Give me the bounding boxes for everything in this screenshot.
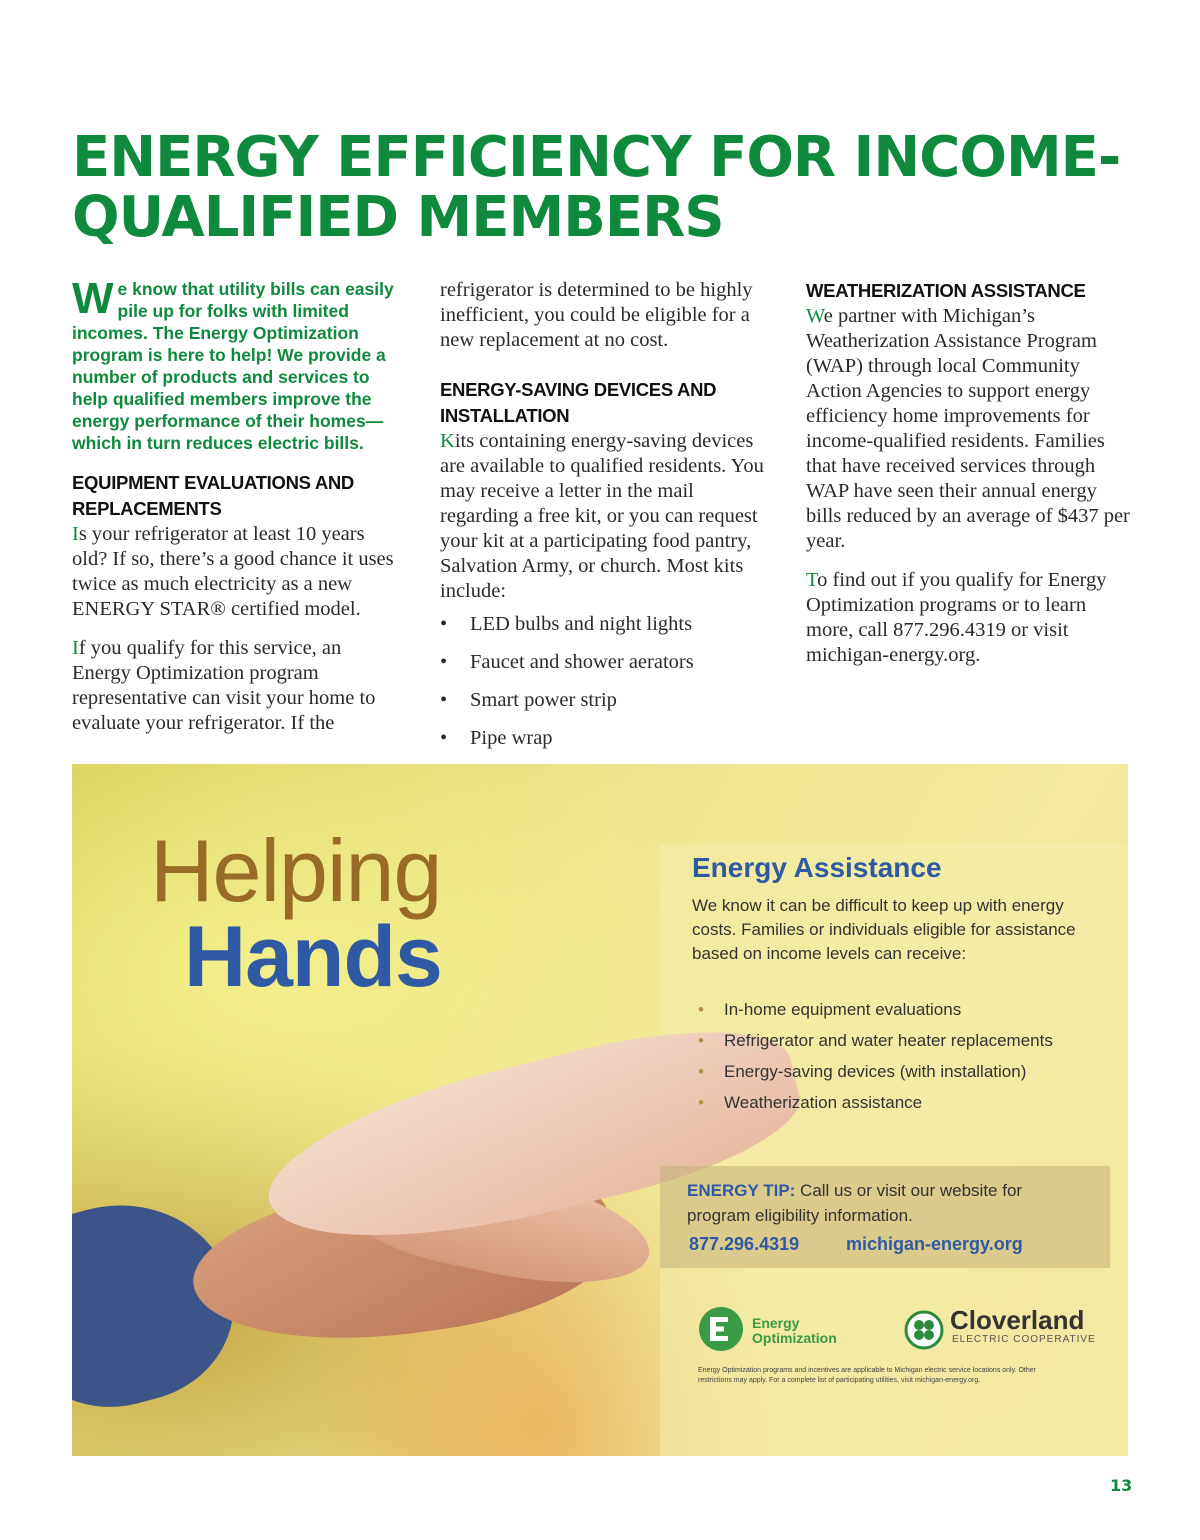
ad-helping-word: Helping <box>150 821 442 920</box>
equipment-heading: EQUIPMENT EVALUATIONS AND REPLACEMENTS <box>72 472 354 519</box>
bullet-icon: • <box>440 727 448 749</box>
intro-text: e know that utility bills can easily pile up for folks with limited incomes. The Energy Optimization program is here to help! We provide a number of products and services to help qualified members improve the energy performance of their homes—which in turn reduces electric bills. <box>72 279 394 453</box>
bullet-icon: • <box>440 651 448 673</box>
devices-text: its containing energy-saving devices are available to qualified residents. You may receive a letter in the mail regarding a free kit, or you can request your kit at a participating food pantry, Salvation Army, or church. Most kits include: <box>440 430 764 602</box>
energy-tip-label: ENERGY TIP: <box>687 1181 796 1200</box>
bullet-icon: • <box>698 1093 704 1112</box>
list-item-text: Faucet and shower aerators <box>470 651 694 673</box>
equipment-p1-text: s your refrigerator at least 10 years old? If so, there’s a good chance it uses twice as much electricity as a new ENERGY STAR® certified model. <box>72 523 394 620</box>
equipment-paragraph-2 <box>72 636 402 736</box>
energy-assistance-title: Energy Assistance <box>692 852 942 883</box>
website-link: michigan-energy.org <box>846 1234 1023 1254</box>
list-item <box>692 1029 1092 1053</box>
energy-optimization-logo-text: Energy Optimization <box>752 1315 837 1346</box>
column-3 <box>806 278 1136 682</box>
bullet-icon: • <box>698 1062 704 1081</box>
phone-number: 877.296.4319 <box>689 1234 800 1254</box>
list-item-text: Weatherization assistance <box>724 1093 923 1112</box>
energy-tip-body: Call us or visit our website for program eligibility information. <box>687 1181 1023 1225</box>
bullet-icon: • <box>698 1031 704 1050</box>
weatherization-p2-initial: T <box>806 569 818 591</box>
devices-heading: ENERGY-SAVING DEVICES AND INSTALLATION <box>440 379 717 426</box>
cloverland-logo-icon <box>904 1310 944 1350</box>
list-item <box>692 1060 1092 1084</box>
page-title: ENERGY EFFICIENCY FOR INCOME-QUALIFIED MEMBERS <box>72 125 1121 250</box>
list-item <box>692 1091 1092 1115</box>
list-item-text: Energy-saving devices (with installation) <box>724 1062 1027 1081</box>
cloverland-subtitle: ELECTRIC COOPERATIVE <box>952 1334 1096 1345</box>
energy-optimization-logo-icon <box>698 1306 744 1352</box>
weatherization-paragraph-2 <box>806 568 1136 668</box>
weatherization-p2-text: o find out if you qualify for Energy Optimization programs or to learn more, call 877.296.4319 or visit michigan-energy.org. <box>806 569 1107 666</box>
devices-initial: K <box>440 430 455 452</box>
equipment-p2-initial: I <box>72 637 79 659</box>
fine-print: Energy Optimization programs and incentives are applicable to Michigan electric service locations only. Other restrictions may apply. For a complete list of participating utilities, visit michigan-energy.org. <box>698 1367 1036 1384</box>
column-2 <box>440 278 770 764</box>
cloverland-name: Cloverland <box>950 1305 1085 1335</box>
equipment-paragraph-1 <box>72 522 402 622</box>
ad-hands-word: Hands <box>184 909 442 1005</box>
bullet-icon: • <box>698 1000 704 1019</box>
list-item <box>440 688 770 713</box>
list-item <box>440 726 770 751</box>
list-item-text: Smart power strip <box>470 689 617 711</box>
bullet-icon: • <box>440 689 448 711</box>
energy-assistance-text: We know it can be difficult to keep up with energy costs. Families or individuals eligible for assistance based on income levels can receive: <box>692 896 1076 963</box>
helping-hands-ad <box>72 764 1128 1456</box>
list-item <box>692 998 1092 1022</box>
bullet-icon: • <box>440 613 448 635</box>
weatherization-p1-initial: W <box>806 305 824 327</box>
energy-assistance-list <box>692 998 1092 1122</box>
equipment-p2-text: f you qualify for this service, an Energy Optimization program representative can visit your home to evaluate your refrigerator. If the <box>72 637 376 734</box>
equipment-paragraph-2-cont: refrigerator is determined to be highly inefficient, you could be eligible for a new replacement at no cost. <box>440 279 753 351</box>
energy-tip-text <box>687 1178 1087 1228</box>
list-item <box>440 612 770 637</box>
weatherization-p1-text: e partner with Michigan’s Weatherization Assistance Program (WAP) through local Community Action Agencies to support energy efficiency home improvements for income-qualified residents. Families that have received services through WAP have seen their annual energy bills reduced by an average of $437 per year. <box>806 305 1130 552</box>
intro-paragraph <box>72 274 402 454</box>
devices-paragraph <box>440 429 770 604</box>
equipment-p1-initial: I <box>72 523 79 545</box>
page-number: 13 <box>1110 1476 1133 1495</box>
list-item-text: Pipe wrap <box>470 727 553 749</box>
weatherization-paragraph-1 <box>806 304 1136 554</box>
devices-list <box>440 612 770 751</box>
list-item-text: LED bulbs and night lights <box>470 613 693 635</box>
column-1 <box>72 274 402 736</box>
list-item-text: In-home equipment evaluations <box>724 1000 962 1019</box>
intro-dropcap: W <box>72 274 114 323</box>
weatherization-heading: WEATHERIZATION ASSISTANCE <box>806 280 1086 301</box>
list-item-text: Refrigerator and water heater replacements <box>724 1031 1053 1050</box>
list-item <box>440 650 770 675</box>
